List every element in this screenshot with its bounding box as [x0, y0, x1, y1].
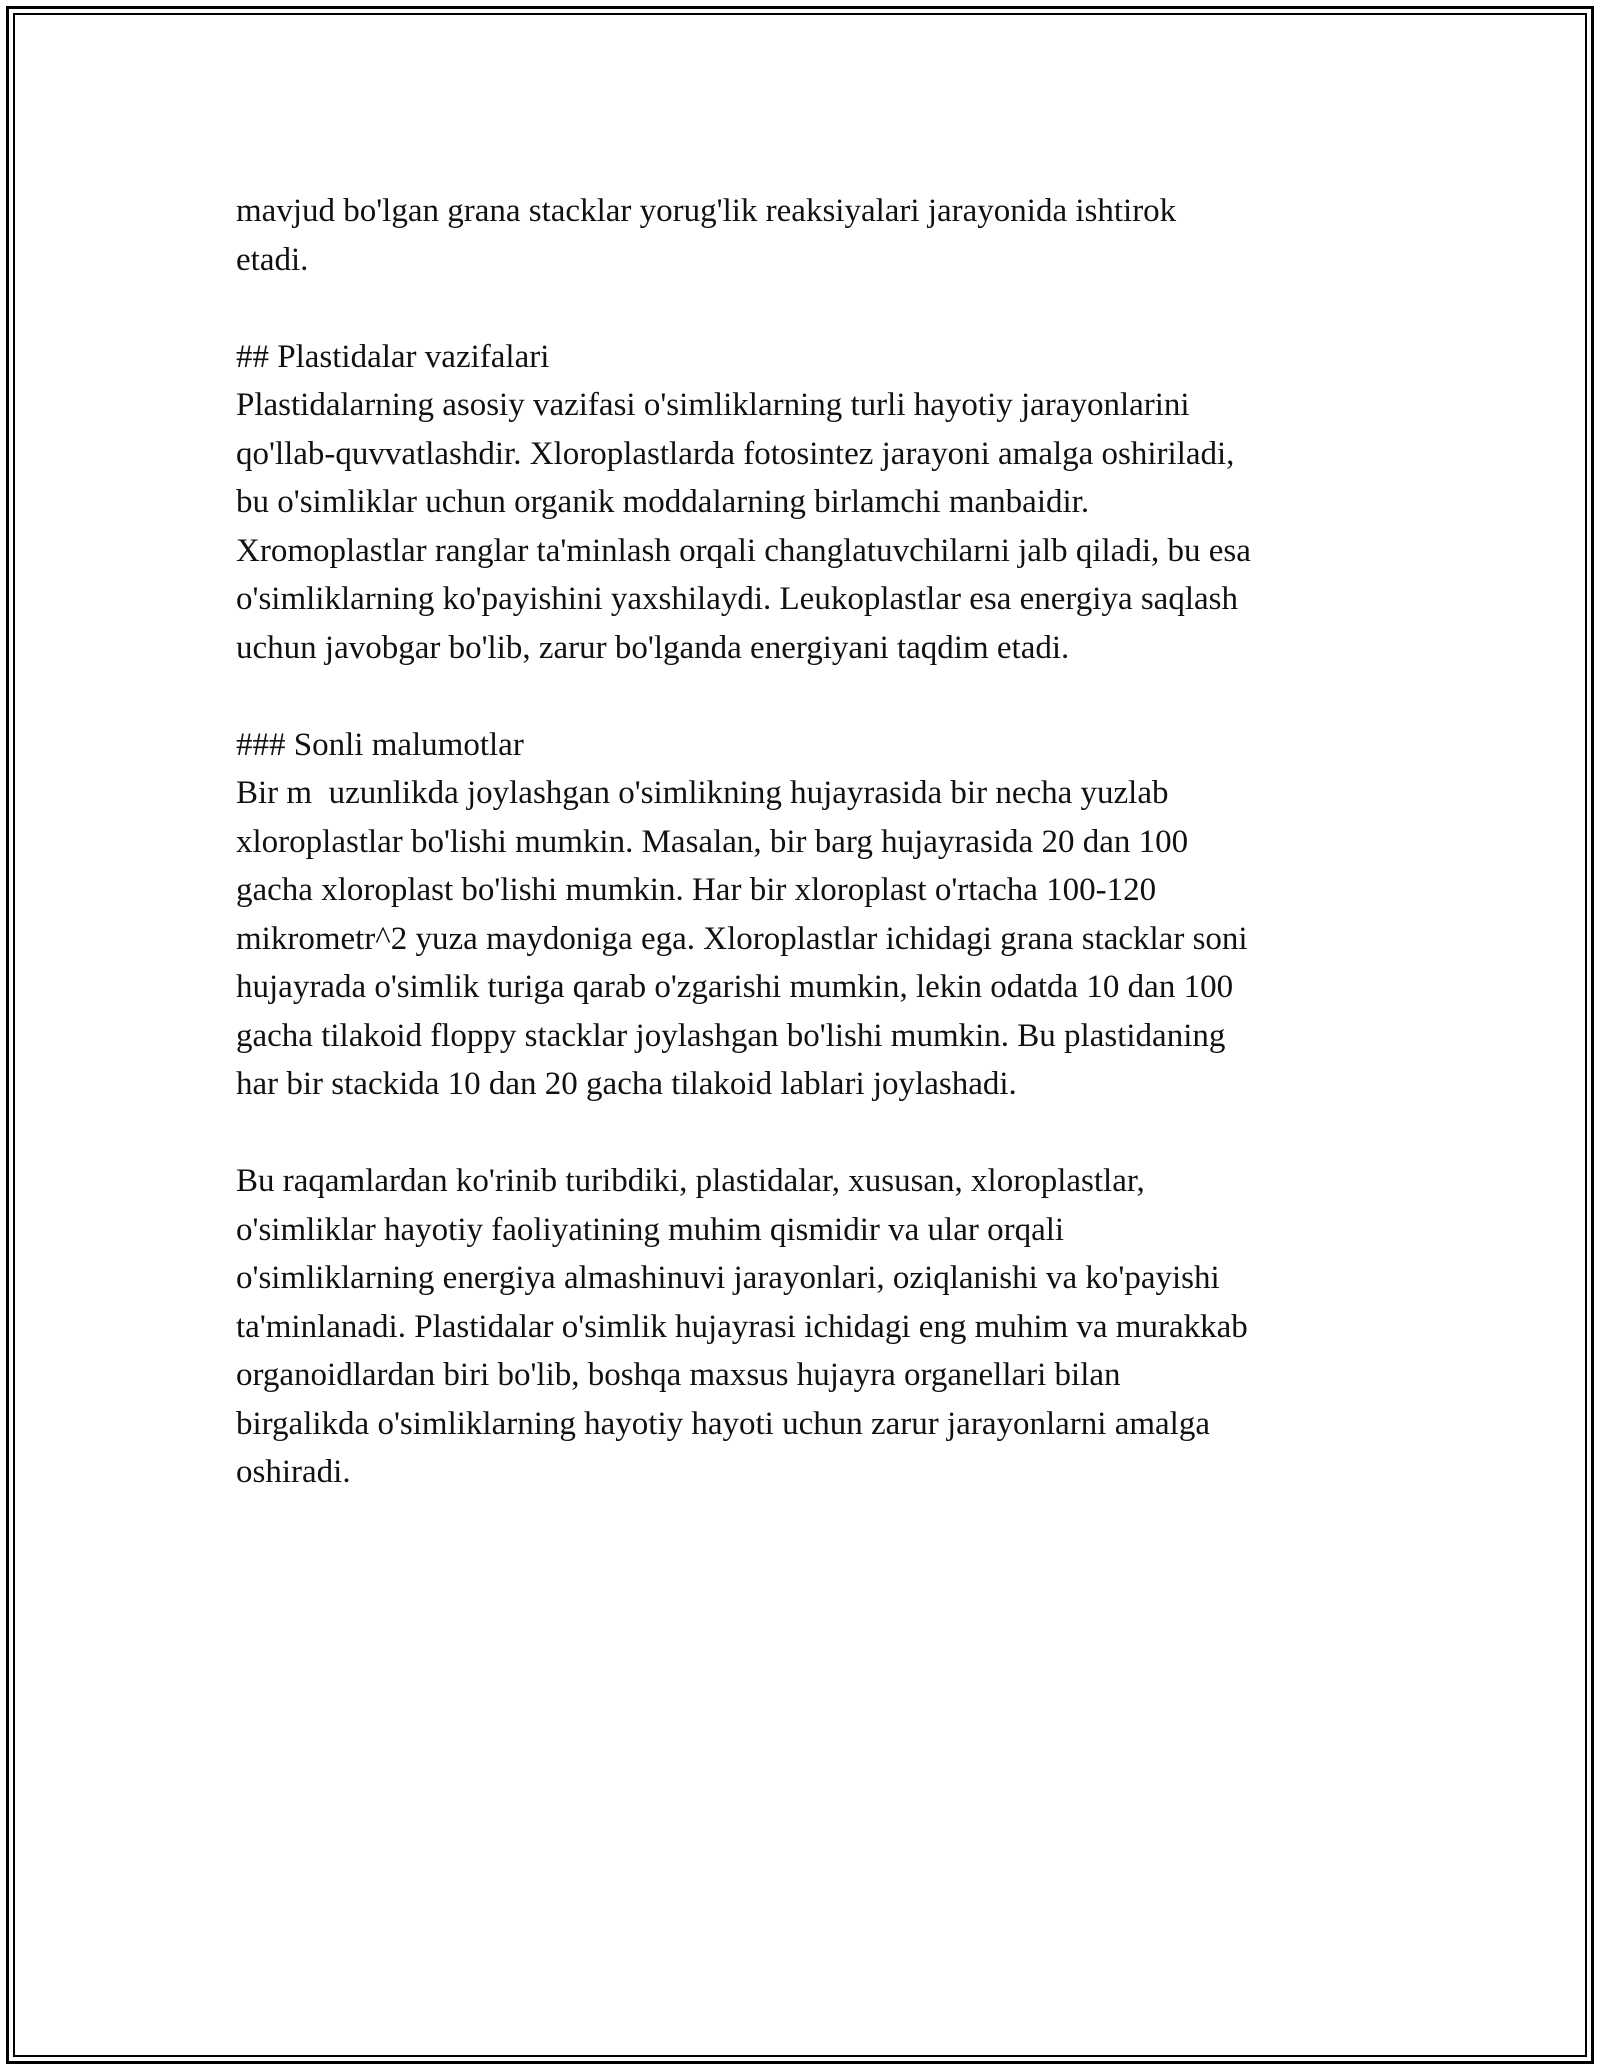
- text-line: etadi.: [236, 241, 309, 278]
- text-line: bu o'simliklar uchun organik moddalarning birlamchi manbaidir.: [236, 484, 1090, 520]
- paragraph-spacer: [236, 1109, 1386, 1158]
- text-line: hujayrada o'simlik turiga qarab o'zgarishi mumkin, lekin odatda 10 dan 100: [236, 969, 1234, 1005]
- text-line: mavjud bo'lgan grana stacklar yorug'lik reaksiyalari jarayonida ishtirok: [236, 193, 1177, 229]
- section-numbers: [236, 721, 1386, 1109]
- text-line: o'simliklarning ko'payishini yaxshilaydi. Leukoplastlar esa energiya saqlash: [236, 581, 1238, 617]
- text-line: qo'llab-quvvatlashdir. Xloroplastlarda fotosintez jarayoni amalga oshiriladi,: [236, 435, 1235, 472]
- text-line: gacha tilakoid floppy stacklar joylashgan bo'lishi mumkin. Bu plastidaning: [236, 1017, 1226, 1054]
- text-line: Bir m uzunlikda joylashgan o'simlikning hujayrasida bir necha yuzlab: [236, 775, 1169, 811]
- text-line: har bir stackida 10 dan 20 gacha tilakoid lablari joylashadi.: [236, 1066, 1017, 1102]
- text-line: ta'minlanadi. Plastidalar o'simlik hujayrasi ichidagi eng muhim va murakkab: [236, 1308, 1248, 1345]
- section-functions: [236, 333, 1386, 673]
- conclusion-paragraph: [236, 1157, 1386, 1497]
- text-line: o'simliklar hayotiy faoliyatining muhim qismidir va ular orqali: [236, 1211, 1065, 1248]
- paragraph-spacer: [236, 284, 1386, 333]
- text-line: organoidlardan biri bo'lib, boshqa maxsus hujayra organellari bilan: [236, 1357, 1121, 1393]
- section-heading: ## Plastidalar vazifalari: [236, 338, 550, 375]
- intro-paragraph: [236, 187, 1386, 284]
- text-line: uchun javobgar bo'lib, zarur bo'lganda energiyani taqdim etadi.: [236, 629, 1070, 666]
- paragraph-spacer: [236, 672, 1386, 721]
- text-line: gacha xloroplast bo'lishi mumkin. Har bir xloroplast o'rtacha 100-120: [236, 872, 1157, 908]
- text-line: xloroplastlar bo'lishi mumkin. Masalan, bir barg hujayrasida 20 dan 100: [236, 823, 1189, 860]
- text-line: o'simliklarning energiya almashinuvi jarayonlari, oziqlanishi va ko'payishi: [236, 1260, 1220, 1296]
- text-line: oshiradi.: [236, 1454, 351, 1490]
- text-line: birgalikda o'simliklarning hayotiy hayoti uchun zarur jarayonlarni amalga: [236, 1405, 1210, 1442]
- section-heading: ### Sonli malumotlar: [236, 726, 524, 763]
- text-line: Xromoplastlar ranglar ta'minlash orqali changlatuvchilarni jalb qiladi, bu esa: [236, 532, 1251, 569]
- text-line: Plastidalarning asosiy vazifasi o'simliklarning turli hayotiy jarayonlarini: [236, 387, 1190, 423]
- text-line: Bu raqamlardan ko'rinib turibdiki, plastidalar, xususan, xloroplastlar,: [236, 1163, 1145, 1199]
- text-line: mikrometr^2 yuza maydoniga ega. Xloroplastlar ichidagi grana stacklar soni: [236, 920, 1248, 957]
- document-body: [236, 187, 1386, 1497]
